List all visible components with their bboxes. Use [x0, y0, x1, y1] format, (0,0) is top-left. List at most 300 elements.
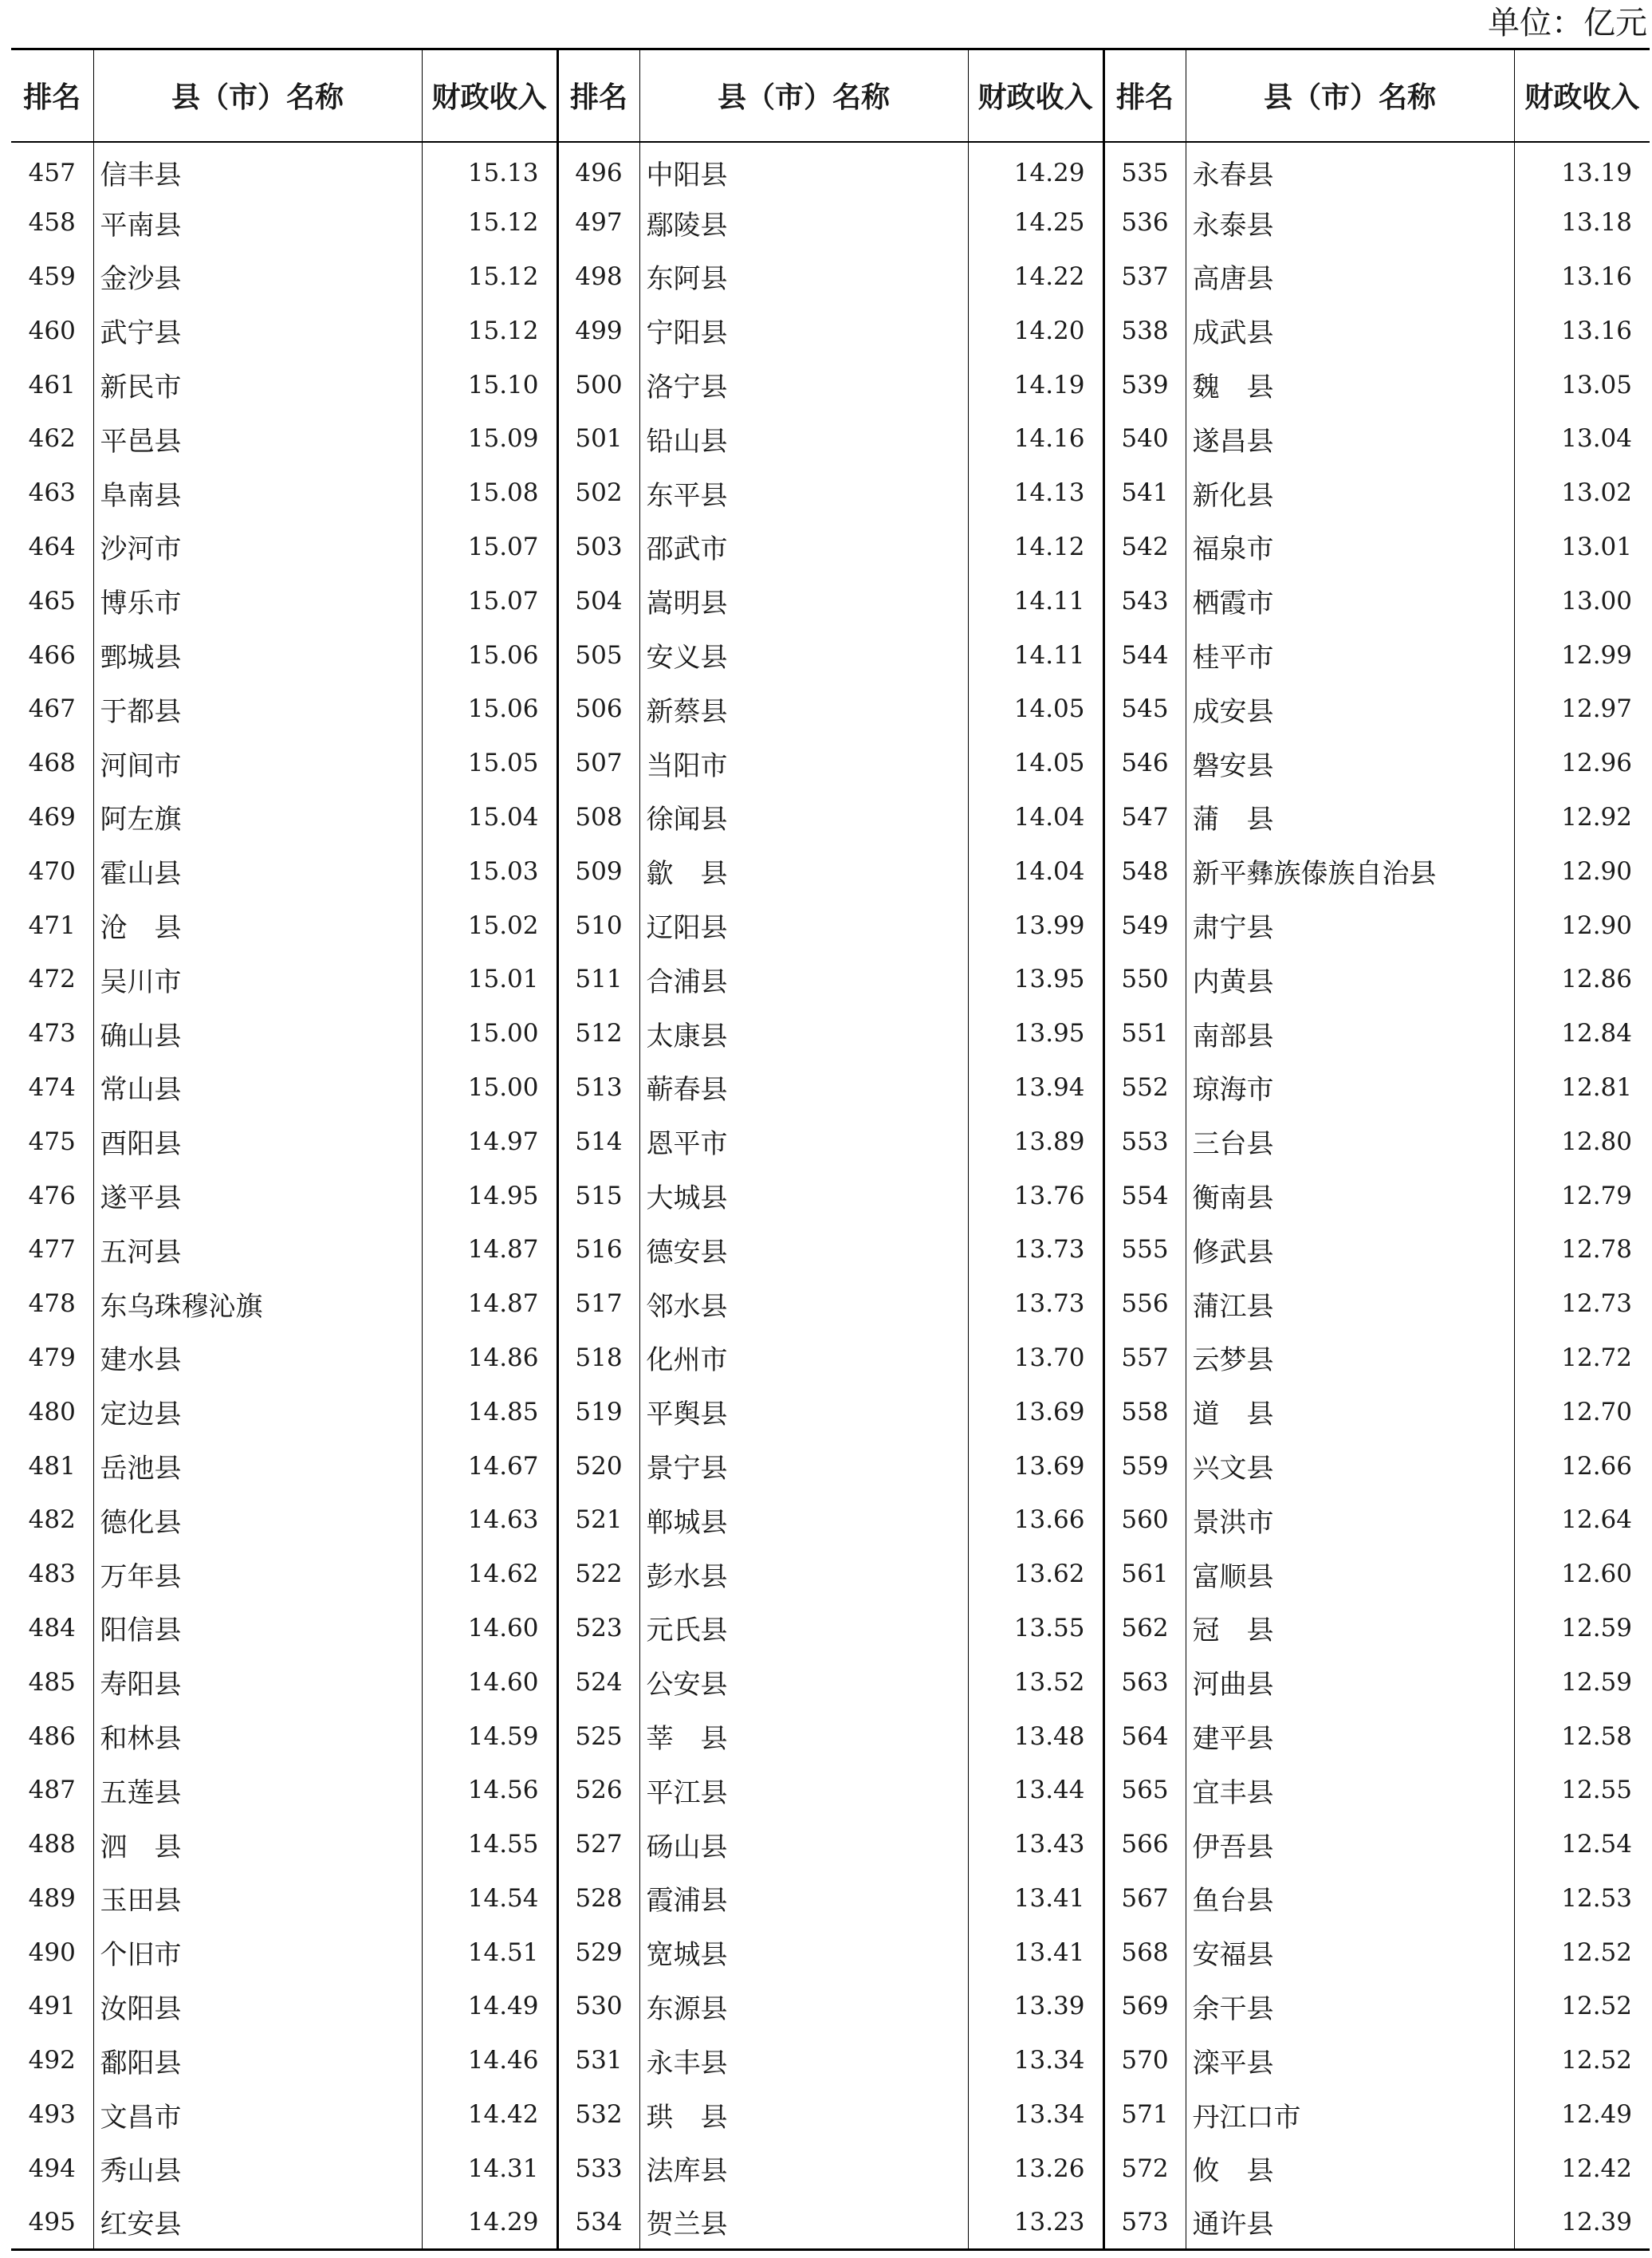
revenue-cell: 15.05 [422, 736, 557, 790]
table-row [11, 1709, 1650, 1764]
county-revenue-table [11, 48, 1650, 2251]
county-name-cell: 沧 县 [93, 899, 422, 953]
rank-cell: 484 [28, 1613, 76, 1642]
rank-cell: 573 [1103, 2196, 1186, 2250]
rank-cell: 507 [557, 736, 639, 790]
rank-cell: 490 [28, 1937, 76, 1967]
county-name-cell: 金沙县 [93, 250, 422, 304]
revenue-cell: 14.05 [968, 736, 1103, 790]
county-name-cell: 恩平市 [639, 1115, 968, 1169]
rank-cell: 508 [557, 790, 639, 844]
rank-cell: 540 [1103, 411, 1186, 466]
rank-cell: 516 [557, 1222, 639, 1277]
revenue-cell: 14.31 [422, 2142, 557, 2196]
rank-cell: 477 [28, 1235, 76, 1265]
revenue-cell: 13.41 [968, 1871, 1103, 1926]
header-revenue: 财政收入 [968, 49, 1103, 142]
rank-cell: 527 [557, 1817, 639, 1871]
county-name-cell: 元氏县 [639, 1601, 968, 1655]
table-row [11, 1439, 1650, 1493]
revenue-cell: 14.29 [422, 2196, 557, 2250]
county-name-cell: 酉阳县 [93, 1115, 422, 1169]
revenue-cell: 13.69 [968, 1385, 1103, 1439]
header-revenue: 财政收入 [1514, 49, 1650, 142]
revenue-cell: 12.53 [1514, 1871, 1650, 1926]
revenue-cell: 14.42 [422, 2087, 557, 2142]
county-name-cell: 滦平县 [1186, 2033, 1514, 2087]
revenue-cell: 14.20 [968, 304, 1103, 358]
revenue-cell: 14.11 [968, 628, 1103, 683]
county-name-cell: 霍山县 [93, 844, 422, 899]
revenue-cell: 12.86 [1514, 952, 1650, 1006]
revenue-cell: 12.52 [1514, 1926, 1650, 1980]
revenue-cell: 14.11 [968, 574, 1103, 628]
revenue-cell: 13.55 [968, 1601, 1103, 1655]
table-row [11, 520, 1650, 574]
revenue-cell: 14.67 [422, 1439, 557, 1493]
county-name-cell: 高唐县 [1186, 250, 1514, 304]
county-name-cell: 永春县 [1186, 142, 1514, 196]
unit-label: 单位：亿元 [1488, 5, 1647, 41]
county-name-cell: 东源县 [639, 1980, 968, 2034]
table-row [11, 358, 1650, 412]
revenue-cell: 15.01 [422, 952, 557, 1006]
table-row [11, 304, 1650, 358]
table-row [11, 2142, 1650, 2196]
table-row [11, 2196, 1650, 2250]
rank-cell: 525 [557, 1709, 639, 1764]
county-name-cell: 德化县 [93, 1493, 422, 1547]
revenue-cell: 15.10 [422, 358, 557, 412]
table-row [11, 736, 1650, 790]
rank-cell: 509 [557, 844, 639, 899]
county-name-cell: 于都县 [93, 682, 422, 736]
county-name-cell: 贺兰县 [639, 2196, 968, 2250]
rank-cell: 537 [1103, 250, 1186, 304]
revenue-cell: 13.02 [1514, 466, 1650, 520]
rank-cell: 529 [557, 1926, 639, 1980]
revenue-cell: 13.16 [1514, 250, 1650, 304]
county-name-cell: 确山县 [93, 1006, 422, 1060]
revenue-cell: 14.86 [422, 1331, 557, 1385]
revenue-cell: 15.04 [422, 790, 557, 844]
rank-cell: 506 [557, 682, 639, 736]
rank-cell: 478 [28, 1289, 76, 1319]
rank-cell: 461 [28, 370, 76, 399]
rank-cell: 519 [557, 1385, 639, 1439]
rank-cell: 557 [1103, 1331, 1186, 1385]
county-name-cell: 嵩明县 [639, 574, 968, 628]
rank-cell: 472 [28, 965, 76, 994]
county-name-cell: 平江县 [639, 1763, 968, 1817]
rank-cell: 469 [28, 802, 76, 832]
rank-cell: 553 [1103, 1115, 1186, 1169]
revenue-cell: 13.43 [968, 1817, 1103, 1871]
revenue-cell: 15.12 [422, 195, 557, 250]
rank-cell: 485 [28, 1667, 76, 1697]
revenue-cell: 14.19 [968, 358, 1103, 412]
header-name: 县（市）名称 [639, 49, 968, 142]
rank-cell: 517 [557, 1277, 639, 1331]
rank-cell: 522 [557, 1547, 639, 1601]
revenue-cell: 14.54 [422, 1871, 557, 1926]
revenue-cell: 14.60 [422, 1655, 557, 1709]
table-row [11, 790, 1650, 844]
county-name-cell: 安福县 [1186, 1926, 1514, 1980]
revenue-cell: 14.29 [968, 142, 1103, 196]
rank-cell: 463 [28, 478, 76, 508]
revenue-cell: 13.69 [968, 1439, 1103, 1493]
revenue-cell: 12.92 [1514, 790, 1650, 844]
revenue-cell: 13.89 [968, 1115, 1103, 1169]
rank-cell: 482 [28, 1505, 76, 1535]
county-name-cell: 博乐市 [93, 574, 422, 628]
revenue-cell: 13.18 [1514, 195, 1650, 250]
rank-cell: 486 [28, 1721, 76, 1751]
county-name-cell: 新民市 [93, 358, 422, 412]
revenue-cell: 13.19 [1514, 142, 1650, 196]
table-row [11, 195, 1650, 250]
revenue-cell: 12.60 [1514, 1547, 1650, 1601]
rank-cell: 535 [1103, 142, 1186, 196]
revenue-cell: 15.13 [422, 142, 557, 196]
county-name-cell: 余干县 [1186, 1980, 1514, 2034]
rank-cell: 528 [557, 1871, 639, 1926]
revenue-cell: 12.90 [1514, 899, 1650, 953]
header-rank: 排名 [1103, 49, 1186, 142]
revenue-cell: 14.12 [968, 520, 1103, 574]
rank-cell: 514 [557, 1115, 639, 1169]
revenue-cell: 15.02 [422, 899, 557, 953]
rank-cell: 458 [28, 208, 76, 238]
table-row [11, 844, 1650, 899]
county-name-cell: 三台县 [1186, 1115, 1514, 1169]
rank-cell: 518 [557, 1331, 639, 1385]
revenue-cell: 13.16 [1514, 304, 1650, 358]
revenue-cell: 13.04 [1514, 411, 1650, 466]
header-name: 县（市）名称 [1186, 49, 1514, 142]
county-name-cell: 歙 县 [639, 844, 968, 899]
county-name-cell: 沙河市 [93, 520, 422, 574]
county-name-cell: 定边县 [93, 1385, 422, 1439]
rank-cell: 459 [28, 262, 76, 291]
county-name-cell: 通许县 [1186, 2196, 1514, 2250]
revenue-cell: 14.87 [422, 1277, 557, 1331]
rank-cell: 483 [28, 1560, 76, 1589]
table-row [11, 2087, 1650, 2142]
rank-cell: 551 [1103, 1006, 1186, 1060]
revenue-cell: 13.41 [968, 1926, 1103, 1980]
revenue-cell: 14.46 [422, 2033, 557, 2087]
county-name-cell: 安义县 [639, 628, 968, 683]
revenue-cell: 12.52 [1514, 2033, 1650, 2087]
county-name-cell: 丹江口市 [1186, 2087, 1514, 2142]
county-name-cell: 宁阳县 [639, 304, 968, 358]
county-name-cell: 建水县 [93, 1331, 422, 1385]
revenue-cell: 12.58 [1514, 1709, 1650, 1764]
rank-cell: 534 [557, 2196, 639, 2250]
county-name-cell: 公安县 [639, 1655, 968, 1709]
revenue-cell: 12.59 [1514, 1601, 1650, 1655]
revenue-cell: 14.04 [968, 790, 1103, 844]
rank-cell: 511 [557, 952, 639, 1006]
county-name-cell: 铅山县 [639, 411, 968, 466]
revenue-cell: 13.52 [968, 1655, 1103, 1709]
rank-cell: 479 [28, 1343, 76, 1372]
county-name-cell: 岳池县 [93, 1439, 422, 1493]
revenue-cell: 13.48 [968, 1709, 1103, 1764]
rank-cell: 548 [1103, 844, 1186, 899]
county-name-cell: 桂平市 [1186, 628, 1514, 683]
rank-cell: 554 [1103, 1169, 1186, 1223]
county-name-cell: 万年县 [93, 1547, 422, 1601]
rank-cell: 487 [28, 1776, 76, 1805]
revenue-cell: 15.12 [422, 304, 557, 358]
revenue-cell: 14.49 [422, 1980, 557, 2034]
revenue-cell: 14.04 [968, 844, 1103, 899]
county-name-cell: 蒲 县 [1186, 790, 1514, 844]
rank-cell: 468 [28, 749, 76, 778]
county-name-cell: 修武县 [1186, 1222, 1514, 1277]
revenue-cell: 14.87 [422, 1222, 557, 1277]
rank-cell: 549 [1103, 899, 1186, 953]
county-name-cell: 平南县 [93, 195, 422, 250]
county-name-cell: 泗 县 [93, 1817, 422, 1871]
rank-cell: 500 [557, 358, 639, 412]
rank-cell: 492 [28, 2046, 76, 2075]
revenue-cell: 15.09 [422, 411, 557, 466]
table-row [11, 2033, 1650, 2087]
county-name-cell: 鄱阳县 [93, 2033, 422, 2087]
county-name-cell: 河曲县 [1186, 1655, 1514, 1709]
header-rank: 排名 [557, 49, 639, 142]
revenue-cell: 13.94 [968, 1060, 1103, 1115]
rank-cell: 560 [1103, 1493, 1186, 1547]
rank-cell: 464 [28, 532, 76, 561]
county-name-cell: 洛宁县 [639, 358, 968, 412]
revenue-cell: 15.06 [422, 628, 557, 683]
county-name-cell: 玉田县 [93, 1871, 422, 1926]
county-name-cell: 宜丰县 [1186, 1763, 1514, 1817]
county-name-cell: 太康县 [639, 1006, 968, 1060]
rank-cell: 493 [28, 2100, 76, 2130]
county-name-cell: 景洪市 [1186, 1493, 1514, 1547]
rank-cell: 524 [557, 1655, 639, 1709]
county-name-cell: 秀山县 [93, 2142, 422, 2196]
table-row [11, 1222, 1650, 1277]
table-row [11, 1655, 1650, 1709]
county-name-cell: 新化县 [1186, 466, 1514, 520]
revenue-cell: 14.22 [968, 250, 1103, 304]
county-name-cell: 平舆县 [639, 1385, 968, 1439]
table-row [11, 1385, 1650, 1439]
rank-cell: 572 [1103, 2142, 1186, 2196]
county-name-cell: 寿阳县 [93, 1655, 422, 1709]
rank-cell: 533 [557, 2142, 639, 2196]
table-row [11, 1547, 1650, 1601]
revenue-cell: 12.73 [1514, 1277, 1650, 1331]
county-name-cell: 东阿县 [639, 250, 968, 304]
revenue-cell: 15.08 [422, 466, 557, 520]
rank-cell: 476 [28, 1181, 76, 1210]
revenue-cell: 13.95 [968, 952, 1103, 1006]
table-row [11, 1980, 1650, 2034]
header-revenue: 财政收入 [422, 49, 557, 142]
rank-cell: 457 [28, 158, 76, 187]
revenue-cell: 15.06 [422, 682, 557, 736]
rank-cell: 496 [557, 142, 639, 196]
county-name-cell: 新平彝族傣族自治县 [1186, 844, 1514, 899]
rank-cell: 489 [28, 1883, 76, 1913]
revenue-cell: 12.72 [1514, 1331, 1650, 1385]
revenue-cell: 15.07 [422, 520, 557, 574]
revenue-cell: 14.16 [968, 411, 1103, 466]
rank-cell: 544 [1103, 628, 1186, 683]
rank-cell: 543 [1103, 574, 1186, 628]
rank-cell: 498 [557, 250, 639, 304]
revenue-cell: 12.54 [1514, 1817, 1650, 1871]
table-row [11, 1926, 1650, 1980]
county-name-cell: 阳信县 [93, 1601, 422, 1655]
table-row [11, 250, 1650, 304]
revenue-cell: 13.05 [1514, 358, 1650, 412]
revenue-cell: 12.81 [1514, 1060, 1650, 1115]
revenue-cell: 15.00 [422, 1060, 557, 1115]
rank-cell: 495 [11, 2196, 93, 2250]
table-row [11, 142, 1650, 196]
county-name-cell: 遂平县 [93, 1169, 422, 1223]
county-name-cell: 汝阳县 [93, 1980, 422, 2034]
rank-cell: 521 [557, 1493, 639, 1547]
county-name-cell: 宽城县 [639, 1926, 968, 1980]
county-name-cell: 合浦县 [639, 952, 968, 1006]
rank-cell: 546 [1103, 736, 1186, 790]
county-name-cell: 福泉市 [1186, 520, 1514, 574]
table-row [11, 682, 1650, 736]
rank-cell: 563 [1103, 1655, 1186, 1709]
revenue-cell: 13.62 [968, 1547, 1103, 1601]
county-name-cell: 化州市 [639, 1331, 968, 1385]
revenue-cell: 12.78 [1514, 1222, 1650, 1277]
rank-cell: 488 [28, 1830, 76, 1859]
table-row [11, 1277, 1650, 1331]
revenue-cell: 12.80 [1514, 1115, 1650, 1169]
revenue-cell: 15.03 [422, 844, 557, 899]
rank-cell: 505 [557, 628, 639, 683]
rank-cell: 569 [1103, 1980, 1186, 2034]
revenue-cell: 12.99 [1514, 628, 1650, 683]
county-name-cell: 攸 县 [1186, 2142, 1514, 2196]
rank-cell: 502 [557, 466, 639, 520]
county-name-cell: 衡南县 [1186, 1169, 1514, 1223]
county-name-cell: 吴川市 [93, 952, 422, 1006]
county-name-cell: 栖霞市 [1186, 574, 1514, 628]
rank-cell: 494 [28, 2154, 76, 2183]
revenue-cell: 13.73 [968, 1222, 1103, 1277]
revenue-cell: 12.64 [1514, 1493, 1650, 1547]
revenue-cell: 12.55 [1514, 1763, 1650, 1817]
rank-cell: 513 [557, 1060, 639, 1115]
revenue-cell: 14.05 [968, 682, 1103, 736]
rank-cell: 562 [1103, 1601, 1186, 1655]
rank-cell: 474 [28, 1072, 76, 1102]
table-row [11, 628, 1650, 683]
rank-cell: 538 [1103, 304, 1186, 358]
revenue-cell: 14.25 [968, 195, 1103, 250]
rank-cell: 470 [28, 856, 76, 886]
table-row [11, 1493, 1650, 1547]
rank-cell: 558 [1103, 1385, 1186, 1439]
rank-cell: 491 [28, 1992, 76, 2021]
revenue-cell: 13.76 [968, 1169, 1103, 1223]
revenue-cell: 14.62 [422, 1547, 557, 1601]
county-name-cell: 红安县 [93, 2196, 422, 2250]
rank-cell: 561 [1103, 1547, 1186, 1601]
rank-cell: 555 [1103, 1222, 1186, 1277]
rank-cell: 550 [1103, 952, 1186, 1006]
county-name-cell: 肃宁县 [1186, 899, 1514, 953]
rank-cell: 471 [28, 911, 76, 940]
table-row [11, 466, 1650, 520]
county-name-cell: 德安县 [639, 1222, 968, 1277]
rank-cell: 526 [557, 1763, 639, 1817]
rank-cell: 475 [28, 1127, 76, 1156]
county-name-cell: 河间市 [93, 736, 422, 790]
county-name-cell: 法库县 [639, 2142, 968, 2196]
revenue-cell: 13.00 [1514, 574, 1650, 628]
county-name-cell: 遂昌县 [1186, 411, 1514, 466]
rank-cell: 566 [1103, 1817, 1186, 1871]
rank-cell: 462 [28, 424, 76, 454]
county-name-cell: 东平县 [639, 466, 968, 520]
table-row [11, 574, 1650, 628]
revenue-cell: 14.85 [422, 1385, 557, 1439]
county-name-cell: 琼海市 [1186, 1060, 1514, 1115]
rank-cell: 510 [557, 899, 639, 953]
rank-cell: 480 [28, 1397, 76, 1426]
table-row [11, 1006, 1650, 1060]
table-row [11, 1115, 1650, 1169]
header-row [11, 49, 1650, 142]
county-name-cell: 中阳县 [639, 142, 968, 196]
revenue-cell: 13.39 [968, 1980, 1103, 2034]
county-name-cell: 砀山县 [639, 1817, 968, 1871]
county-name-cell: 徐闻县 [639, 790, 968, 844]
table-row [11, 1763, 1650, 1817]
rank-cell: 499 [557, 304, 639, 358]
county-name-cell: 五河县 [93, 1222, 422, 1277]
revenue-cell: 12.90 [1514, 844, 1650, 899]
rank-cell: 545 [1103, 682, 1186, 736]
table-row [11, 1169, 1650, 1223]
revenue-cell: 15.07 [422, 574, 557, 628]
rank-cell: 531 [557, 2033, 639, 2087]
rank-cell: 473 [28, 1019, 76, 1048]
revenue-cell: 14.63 [422, 1493, 557, 1547]
rank-cell: 467 [28, 694, 76, 724]
rank-cell: 503 [557, 520, 639, 574]
rank-cell: 536 [1103, 195, 1186, 250]
revenue-cell: 13.44 [968, 1763, 1103, 1817]
county-name-cell: 东乌珠穆沁旗 [93, 1277, 422, 1331]
table-row [11, 1871, 1650, 1926]
table-row [11, 1817, 1650, 1871]
county-name-cell: 鄢陵县 [639, 195, 968, 250]
county-name-cell: 和林县 [93, 1709, 422, 1764]
rank-cell: 465 [28, 586, 76, 616]
revenue-cell: 12.79 [1514, 1169, 1650, 1223]
county-name-cell: 永丰县 [639, 2033, 968, 2087]
